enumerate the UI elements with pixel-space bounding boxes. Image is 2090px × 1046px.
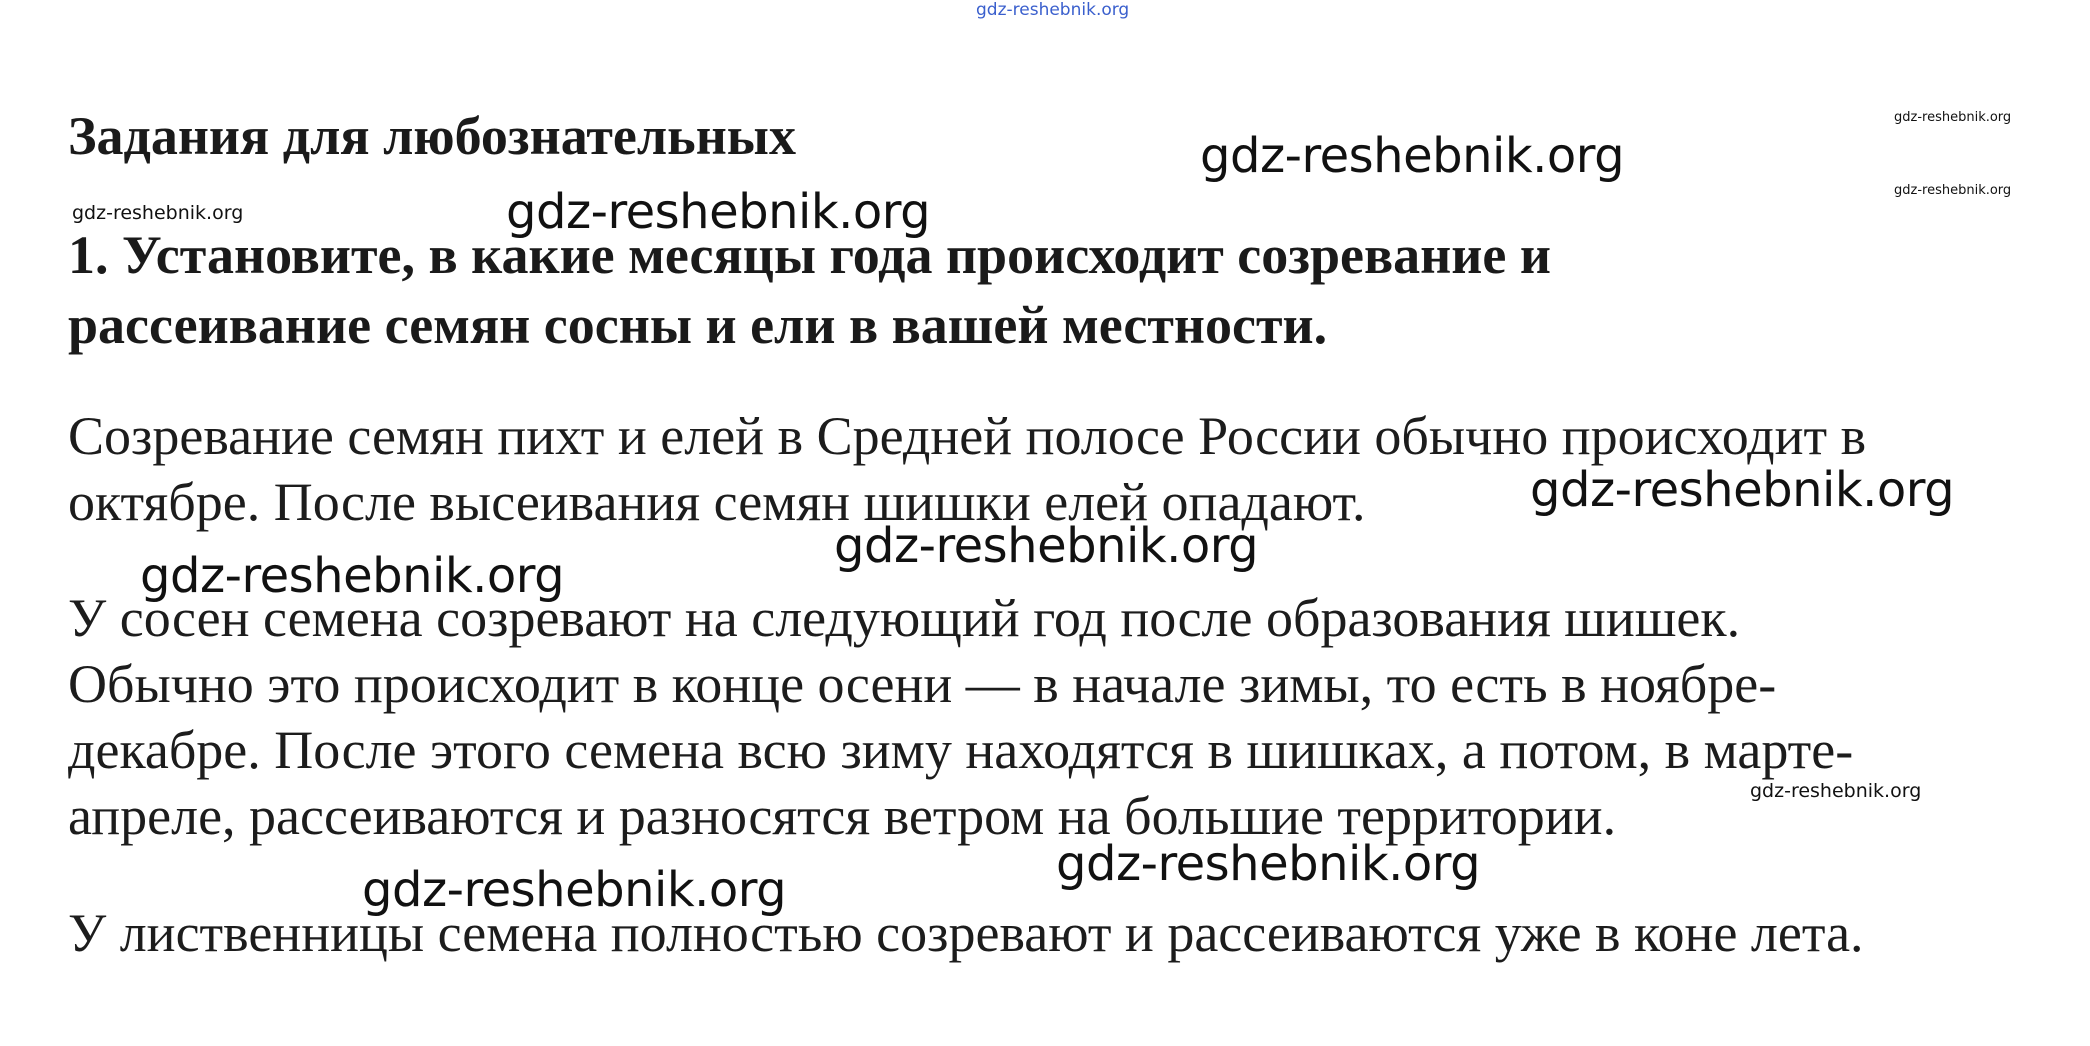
answer-paragraph	[68, 900, 2058, 966]
watermark: gdz-reshebnik.org	[1894, 183, 2012, 198]
question	[68, 220, 1968, 360]
watermark: gdz-reshebnik.org	[362, 862, 787, 918]
answer-paragraph	[68, 585, 2058, 849]
question-line: рассеивание семян сосны и ели в вашей местности.	[68, 295, 1328, 355]
watermark: gdz-reshebnik.org	[834, 518, 1259, 574]
watermark: gdz-reshebnik.org	[72, 202, 244, 224]
watermark: gdz-reshebnik.org	[1750, 780, 1922, 802]
section-heading: Задания для любознательных	[68, 106, 796, 166]
watermark: gdz-reshebnik.org	[1056, 836, 1481, 892]
paragraph-line: декабре. После этого семена всю зиму находятся в шишках, а потом, в марте-	[68, 720, 1854, 780]
paragraph-line: У лиственницы семена полностью созревают и рассеиваются уже в коне лета.	[68, 903, 1864, 963]
watermark: gdz-reshebnik.org	[1894, 110, 2012, 125]
watermark: gdz-reshebnik.org	[506, 184, 931, 240]
question-line: 1. Установите, в какие месяцы года происходит созревание и	[68, 225, 1551, 285]
paragraph-line: Созревание семян пихт и елей в Средней полосе России обычно происходит в	[68, 406, 1867, 466]
watermark: gdz-reshebnik.org	[140, 548, 565, 604]
paragraph-line: У сосен семена созревают на следующий год после образования шишек.	[68, 588, 1741, 648]
paragraph-line: апреле, рассеиваются и разносятся ветром на большие территории.	[68, 786, 1617, 846]
answer-paragraph	[68, 403, 2058, 535]
watermark: gdz-reshebnik.org	[1200, 128, 1625, 184]
watermark-top: gdz-reshebnik.org	[976, 0, 1130, 20]
watermark: gdz-reshebnik.org	[1530, 462, 1955, 518]
paragraph-line: октябре. После высеивания семян шишки елей опадают.	[68, 472, 1366, 532]
paragraph-line: Обычно это происходит в конце осени — в начале зимы, то есть в ноябре-	[68, 654, 1777, 714]
